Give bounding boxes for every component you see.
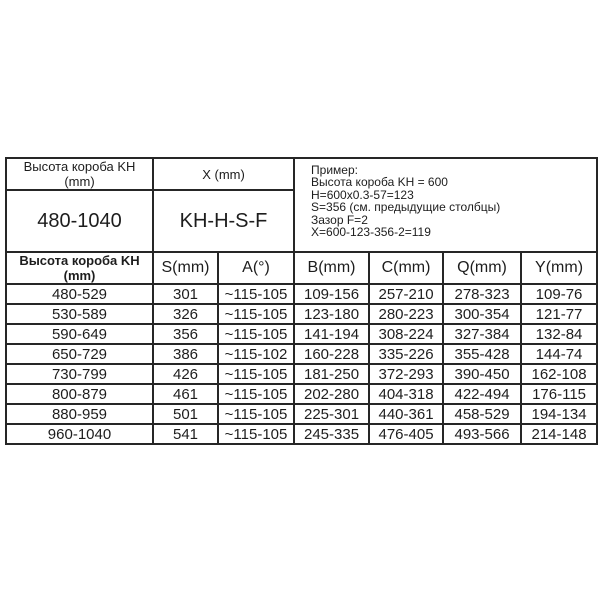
table-cell: 121-77	[521, 304, 597, 324]
table-cell: 476-405	[369, 424, 443, 444]
table-cell: 141-194	[294, 324, 369, 344]
column-header: B(mm)	[294, 252, 369, 284]
table-cell: 160-228	[294, 344, 369, 364]
example-line: Высота короба KH = 600	[311, 175, 448, 190]
box-height-range: 480-1040	[6, 190, 153, 252]
table-cell: 308-224	[369, 324, 443, 344]
table-row	[6, 324, 597, 344]
table-cell: 372-293	[369, 364, 443, 384]
box-height-header: Высота короба KH (mm)	[6, 158, 153, 190]
table-row	[6, 344, 597, 364]
table-cell: ~115-105	[218, 304, 294, 324]
table-cell: 109-156	[294, 284, 369, 304]
table-cell: ~115-105	[218, 364, 294, 384]
table-row	[6, 304, 597, 324]
table-cell: 530-589	[6, 304, 153, 324]
column-header: A(°)	[218, 252, 294, 284]
table-cell: 461	[153, 384, 218, 404]
table-row	[6, 284, 597, 304]
table-cell: 501	[153, 404, 218, 424]
x-dimension-header: X (mm)	[153, 158, 294, 190]
column-header: Y(mm)	[521, 252, 597, 284]
table-cell: 278-323	[443, 284, 521, 304]
table-cell: 404-318	[369, 384, 443, 404]
table-cell: 301	[153, 284, 218, 304]
table-cell: ~115-105	[218, 424, 294, 444]
table-cell: 386	[153, 344, 218, 364]
table-cell: 326	[153, 304, 218, 324]
column-header: C(mm)	[369, 252, 443, 284]
table-cell: ~115-105	[218, 324, 294, 344]
column-header: Q(mm)	[443, 252, 521, 284]
table-cell: 730-799	[6, 364, 153, 384]
table-cell: 214-148	[521, 424, 597, 444]
table-cell: 162-108	[521, 364, 597, 384]
table-row	[6, 364, 597, 384]
table-cell: 426	[153, 364, 218, 384]
x-formula: KH-H-S-F	[153, 190, 294, 252]
dimension-spec-table	[5, 157, 598, 445]
table-cell: ~115-102	[218, 344, 294, 364]
example-line: X=600-123-356-2=119	[311, 225, 431, 240]
column-header: Высота короба KH (mm)	[6, 252, 153, 284]
table-cell: 355-428	[443, 344, 521, 364]
calculation-example	[294, 158, 597, 252]
table-cell: 422-494	[443, 384, 521, 404]
table-cell: 335-226	[369, 344, 443, 364]
main-table-body	[6, 284, 597, 444]
table-cell: 245-335	[294, 424, 369, 444]
table-cell: 327-384	[443, 324, 521, 344]
table-cell: 356	[153, 324, 218, 344]
table-cell: 800-879	[6, 384, 153, 404]
table-cell: ~115-105	[218, 404, 294, 424]
table-cell: 300-354	[443, 304, 521, 324]
table-cell: 440-361	[369, 404, 443, 424]
table-cell: 390-450	[443, 364, 521, 384]
table-cell: 109-76	[521, 284, 597, 304]
table-cell: 880-959	[6, 404, 153, 424]
spec-sheet	[5, 157, 597, 445]
table-cell: 541	[153, 424, 218, 444]
table-cell: 650-729	[6, 344, 153, 364]
table-cell: ~115-105	[218, 384, 294, 404]
table-cell: 257-210	[369, 284, 443, 304]
table-cell: 132-84	[521, 324, 597, 344]
table-row	[6, 404, 597, 424]
table-cell: 144-74	[521, 344, 597, 364]
example-line: Зазор F=2	[311, 212, 368, 227]
table-cell: 123-180	[294, 304, 369, 324]
table-cell: 176-115	[521, 384, 597, 404]
table-cell: 590-649	[6, 324, 153, 344]
column-header: S(mm)	[153, 252, 218, 284]
table-cell: 181-250	[294, 364, 369, 384]
example-line: S=356 (см. предыдущие столбцы)	[311, 200, 501, 215]
table-cell: 280-223	[369, 304, 443, 324]
table-row	[6, 384, 597, 404]
table-cell: 194-134	[521, 404, 597, 424]
table-row	[6, 424, 597, 444]
example-line: H=600x0.3-57=123	[311, 187, 414, 202]
table-cell: ~115-105	[218, 284, 294, 304]
example-line: Пример:	[311, 163, 358, 177]
main-header-row	[6, 252, 597, 284]
table-cell: 225-301	[294, 404, 369, 424]
table-cell: 202-280	[294, 384, 369, 404]
table-cell: 480-529	[6, 284, 153, 304]
table-cell: 493-566	[443, 424, 521, 444]
table-cell: 960-1040	[6, 424, 153, 444]
table-cell: 458-529	[443, 404, 521, 424]
